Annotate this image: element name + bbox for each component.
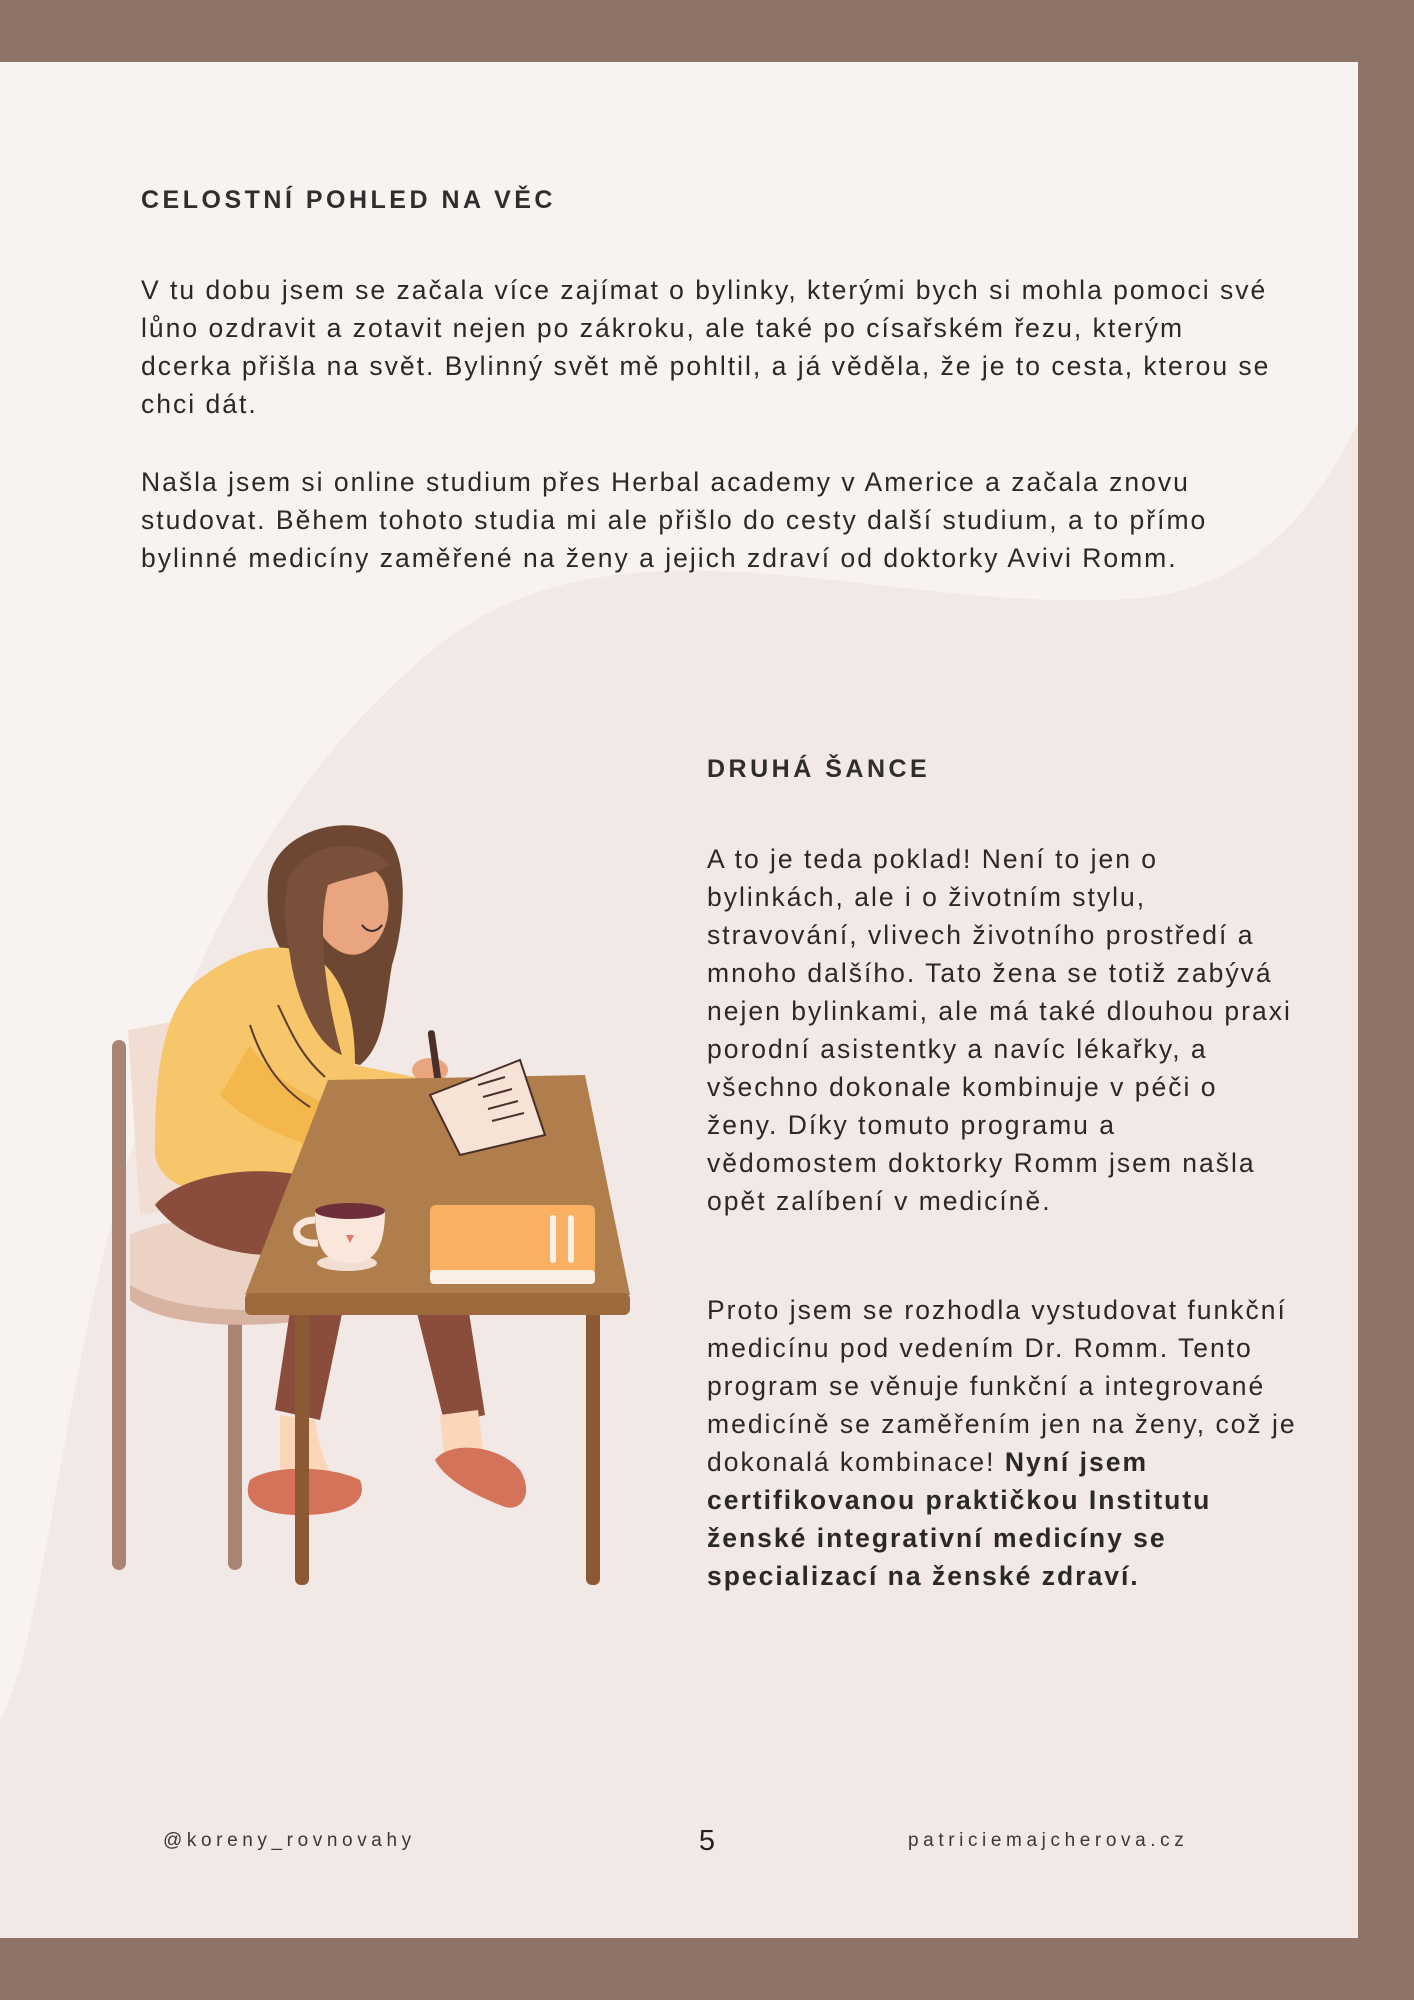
footer-website[interactable]: patriciemajcherova.cz xyxy=(908,1830,1189,1851)
woman-writing-at-desk-icon xyxy=(100,815,660,1605)
paragraph-functional-medicine-text: Proto jsem se rozhodla vystudovat funkční medicínu pod vedením Dr. Romm. Tento program se věnuje funkční a integrované medicíně se zaměřením jen na ženy, což je dokonalá kombinace! xyxy=(707,1295,1297,1477)
page-number: 5 xyxy=(698,1825,716,1857)
paragraph-treasure: A to je teda poklad! Není to jen o bylinkách, ale i o životním stylu, stravování, vlivech životního prostředí a mnoho dalšího. Tato žena se totiž zabývá nejen bylinkami, ale má také dlouhou praxi porodní asistentky a navíc lékařky, a všechno dokonale kombinuje v péči o ženy. Díky tomuto programu a vědomostem doktorky Romm jsem našla opět zalíbení v medicíně. xyxy=(707,844,1292,1216)
certification-highlight: Nyní jsem certifikovanou praktičkou Institutu ženské integrativní medicíny se specializací na ženské zdraví. xyxy=(707,1447,1212,1591)
paragraph-herbal-academy: Našla jsem si online studium přes Herbal academy v Americe a začala znovu studovat. Během tohoto studia mi ale přišlo do cesty další studium, a to přímo bylinné medicíny zaměřené na ženy a jejich zdraví od doktorky Avivi Romm. xyxy=(141,467,1208,573)
section-heading-holistic: CELOSTNÍ POHLED NA VĚC xyxy=(141,186,556,214)
section-heading-second-chance: DRUHÁ ŠANCE xyxy=(707,755,931,783)
paragraph-functional-medicine xyxy=(707,1291,1297,1595)
paragraph-herbs: V tu dobu jsem se začala více zajímat o bylinky, kterými bych si mohla pomoci své lůno ozdravit a zotavit nejen po zákroku, ale také po císařském řezu, kterým dcerka přišla na svět. Bylinný svět mě pohltil, a já věděla, že je to cesta, kterou se chci dát. xyxy=(141,275,1271,419)
footer-instagram-handle[interactable]: @koreny_rovnovahy xyxy=(163,1830,416,1851)
